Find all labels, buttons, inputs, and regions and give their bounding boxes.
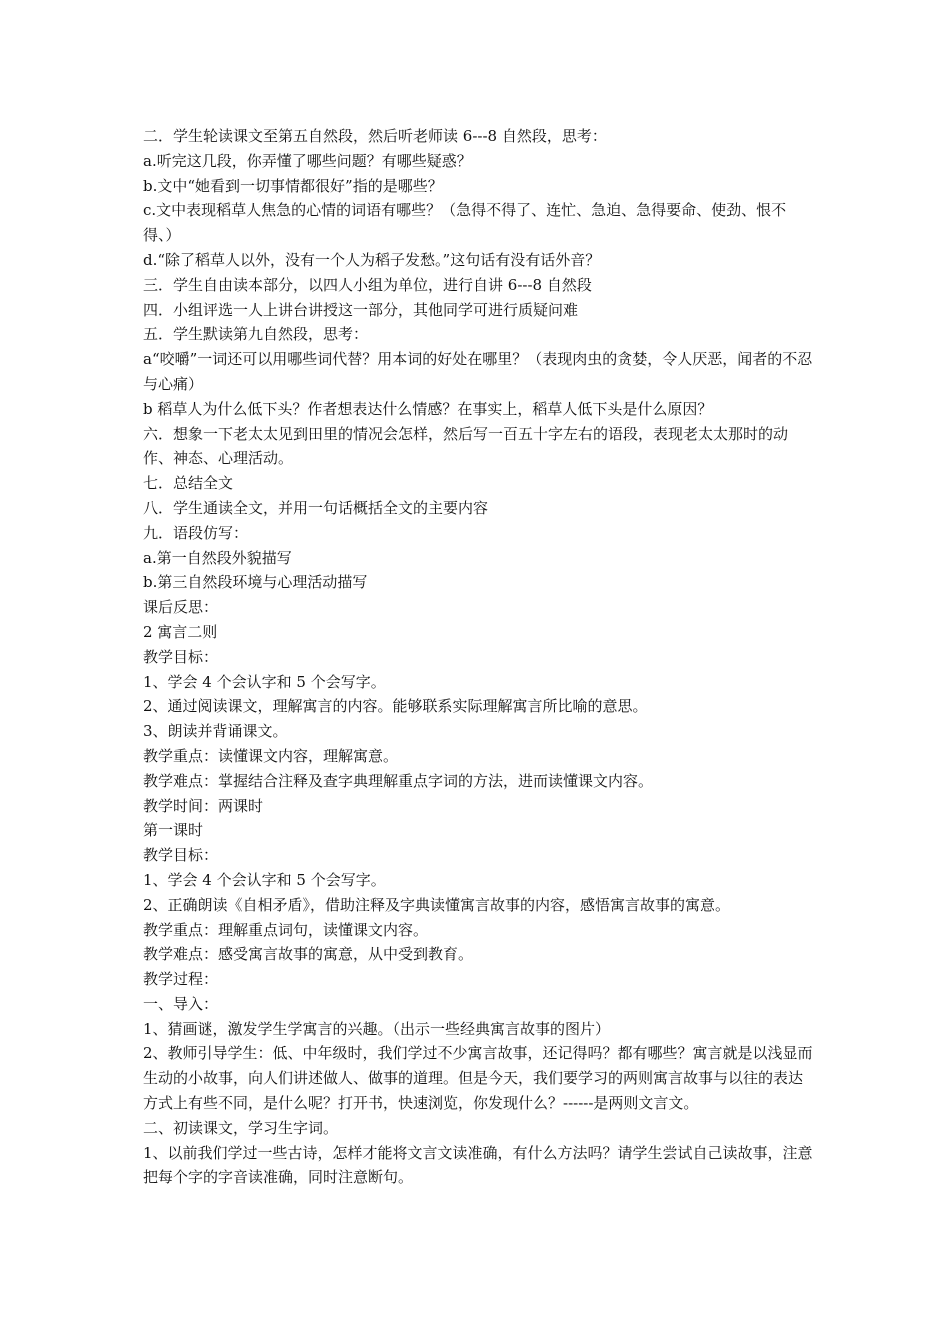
text-line: 教学目标： [143,846,219,865]
text-paragraph: 1、以前我们学过一些古诗，怎样才能将文言文读准确，有什么方法吗？请学生尝试自己读故事，注意把每个字的字音读准确，同时注意断句。 [143,1143,813,1187]
text-line: 四．小组评选一人上讲台讲授这一部分，其他同学可进行质疑问难 [143,300,579,319]
text-line: 3、朗读并背诵课文。 [143,722,288,741]
text-line: d.“除了稻草人以外，没有一个人为稻子发愁。”这句话有没有话外音？ [143,250,601,269]
section-heading: 第一课时 [143,821,204,840]
text-line: 教学过程： [143,970,219,989]
text-line: 1、学会 4 个会认字和 5 个会写字。 [143,672,386,691]
text-line: 教学目标： [143,647,219,666]
text-line: 一、导入： [143,994,219,1013]
text-line: 五．学生默读第九自然段，思考： [143,325,369,344]
text-line: 1、猜画谜，激发学生学寓言的兴趣。（出示一些经典寓言故事的图片） [143,1019,611,1038]
text-line: 1、学会 4 个会认字和 5 个会写字。 [143,870,386,889]
text-line: a.听完这几段，你弄懂了哪些问题？有哪些疑惑？ [143,151,472,170]
text-line: 八．学生通读全文，并用一句话概括全文的主要内容 [143,498,489,517]
text-line: 教学难点：感受寓言故事的寓意，从中受到教育。 [143,945,474,964]
text-line: 教学重点：读懂课文内容，理解寓意。 [143,746,399,765]
lesson-title: 2 寓言二则 [143,622,218,641]
text-line: 三．学生自由读本部分，以四人小组为单位，进行自讲 6---8 自然段 [143,275,592,294]
text-line: 2、正确朗读《自相矛盾》，借助注释及字典读懂寓言故事的内容，感悟寓言故事的寓意。 [143,895,731,914]
text-line: 课后反思： [143,598,219,617]
text-line: b.文中“她看到一切事情都很好”指的是哪些？ [143,176,443,195]
text-line: 二、初读课文，学习生字词。 [143,1118,339,1137]
text-line: a.第一自然段外貌描写 [143,548,292,567]
text-line: 教学重点：理解重点词句，读懂课文内容。 [143,920,429,939]
text-paragraph: 六．想象一下老太太见到田里的情况会怎样，然后写一百五十字左右的语段，表现老太太那时的动作、神态、心理活动。 [143,424,789,468]
text-line: 二．学生轮读课文至第五自然段，然后听老师读 6---8 自然段，思考： [143,127,607,145]
text-line: b 稻草人为什么低下头？作者想表达什么情感？在事实上，稻草人低下头是什么原因？ [143,399,713,418]
text-line: b.第三自然段环境与心理活动描写 [143,573,368,592]
text-line: 教学难点：掌握结合注释及查字典理解重点字词的方法，进而读懂课文内容。 [143,771,654,790]
text-paragraph: 2、教师引导学生：低、中年级时，我们学过不少寓言故事，还记得吗？都有哪些？寓言就是以浅显而生动的小故事，向人们讲述做人、做事的道理。但是今天，我们要学习的两则寓言故事与以往的表达方式上有些不同，是什么呢？打开书，快速浏览，你发现什么？------是两则文言文。 [143,1044,813,1113]
text-line: 2、通过阅读课文，理解寓言的内容。能够联系实际理解寓言所比喻的意思。 [143,697,648,716]
document-body [143,124,815,1190]
text-paragraph: a“咬嚼”一词还可以用哪些词代替？用本词的好处在哪里？（表现肉虫的贪婪，令人厌恶，闻者的不忍与心痛） [143,350,813,393]
text-line: 九．语段仿写： [143,523,249,542]
text-line: 教学时间：两课时 [143,796,264,815]
text-line: 七．总结全文 [143,474,234,493]
text-paragraph: c.文中表现稻草人焦急的心情的词语有哪些？（急得不得了、连忙、急迫、急得要命、使劲、恨不得、） [143,201,787,245]
